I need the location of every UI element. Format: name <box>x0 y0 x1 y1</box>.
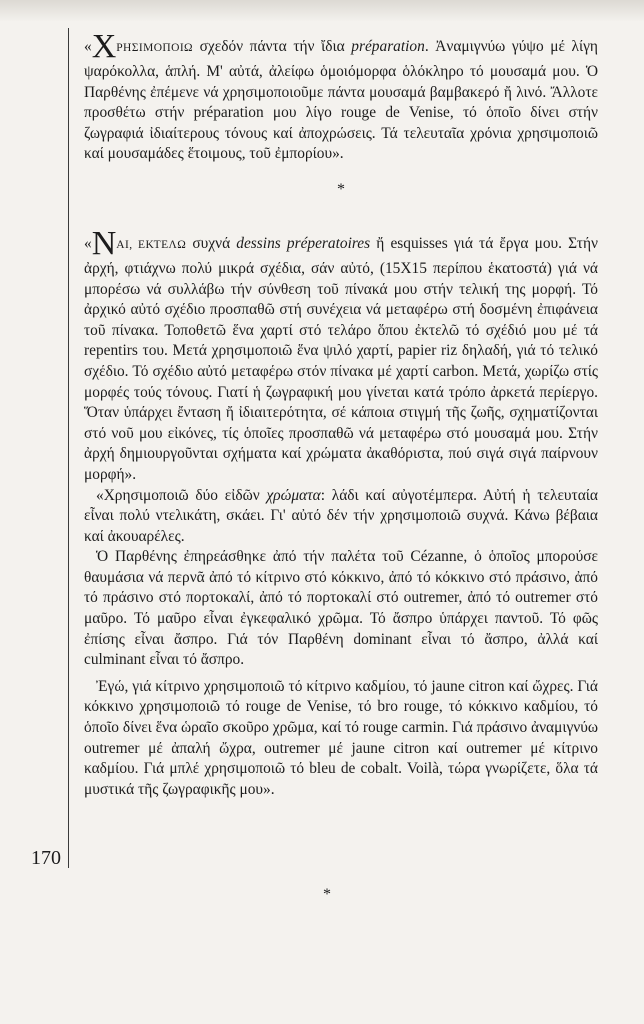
drop-capital: Χ <box>91 28 117 65</box>
text-run: : λάδι καί αὐγοτέμπερα. Αὐτή ἡ τελευταία εἶναι πολύ ντελικάτη, σκάει. Γι' αὐτό δέν τήν χρησιμοποιῶ συχνά. Κάνω βέβαια καί ἀκουαρέλες. <box>84 486 598 545</box>
paragraph-1 <box>84 28 598 165</box>
italic-term: dessins préperatoires <box>236 234 371 252</box>
drop-capital: Ν <box>91 224 117 262</box>
small-caps-lead: ΑΙ, ΕΚΤΕΛΩ <box>116 238 187 251</box>
paragraph-5: Ἐγώ, γιά κίτρινο χρησιμοποιῶ τό κίτρινο καδμίου, τό jaune citron καί ὤχρες. Γιά κόκκινο χρησιμοποιῶ τό rouge de Venise, τό bro rouge, τό κόκκινο καδμίου, τό ὁποῖο δίνει ἕνα ὡραῖο σκοῦρο χρῶμα, καί τό rouge carmin. Γιά πράσινο ἀναμιγνύω outremer μέ ἀπαλή ὤχρα, outremer μέ jaune citron καί outremer μέ κίτρινο καδμίου. Γιά μπλέ χρησιμοποιῶ τό bleu de cobalt. Voilà, τώρα γνωρίζετε, ὅλα τά μυστικά τῆς ζωγραφικῆς μου». <box>84 677 599 798</box>
paragraph-4: Ὁ Παρθένης ἐπηρεάσθηκε ἀπό τήν παλέτα τοῦ Cézanne, ὁ ὁποῖος μπορούσε θαυμάσια νά περνᾶ ἀπό τό κίτρινο στό κόκκινο, ἀπό τό κόκκινο στό πράσινο, ἀπό τό πράσινο στό πορτοκαλί, ἀπό τό πορτοκαλί στό outremer, ἀπό τό outremer στό μαῦρο. Τό μαῦρο εἶναι ἐγκεφαλικό χρῶμα. Τό ἄσπρο ὑπάρχει παντοῦ. Τό φῶς ἐπίσης εἶναι ἄσπρο. Γιά τόν Παρθένη dominant εἶναι τό ἄσπρο, ἀλλά καί culminant εἶναι τό ἄσπρο. <box>84 548 598 669</box>
scan-shadow <box>0 0 644 22</box>
page-number: 170 <box>31 847 61 869</box>
text-run: . Ἀναμιγνύω γύψο μέ λίγη ψαρόκολλα, ἁπλή. Μ' αὐτά, ἀλείφω ὁμοιόμορφα ὁλόκληρο τό μουσαμά μου. Ὁ Παρθένης ἐπέμενε νά χρησιμοποιοῦμε πάντα μουσαμά βαμβακερό ἤ λινό. Ἄλλοτε προσθέτω στήν préparation μου λίγο rouge de Venise, τό ὁποῖο δίνει στήν ζωγραφιά ἰδιαίτερους τόνους καί ἀποχρώσεις. Τά τελευταῖα χρόνια χρησιμοποιῶ καί μουσαμάδες ἕτοιμους, τοῦ ἐμπορίου». <box>84 38 598 163</box>
quote-open: « <box>84 38 92 55</box>
text-run: σχεδόν πάντα τήν ἴδια <box>193 38 352 55</box>
quote-open: « <box>84 234 92 252</box>
text-run: συχνά <box>186 234 237 252</box>
end-separator: * <box>323 886 331 903</box>
section-separator: * <box>337 180 345 198</box>
italic-term: préparation <box>351 38 425 55</box>
text-run: «Χρησιμοποιῶ δύο εἰδῶν <box>96 486 267 504</box>
margin-rule <box>68 28 69 868</box>
italic-term: χρώματα <box>266 486 321 504</box>
paragraph-2 <box>84 224 598 486</box>
text-run: ἤ esquisses γιά τά ἔργα μου. Στήν ἀρχή, φτιάχνω πολύ μικρά σχέδια, σάν αὐτό, (15Χ15 περίπου ἑκατοστά) γιά νά μπορέσω νά συλλάβω τήν σύνθεση τοῦ πίνακά μου στήν τελική της μορφή. Τό ἀρχικό αὐτό σχέδιο προσπαθῶ στή συνέχεια νά μεταφέρω στή δοσμένη ἐπιφάνεια τοῦ πίνακα. Τοποθετῶ ἕνα χαρτί στό τελάρο ὅπου ἐκτελῶ τό σχέδιό μου μέ τά repentirs του. Μετά χρησιμοποιῶ ἕνα ψιλό χαρτί, papier riz δηλαδή, γιά τό τελικό σχέδιο. Τό σχέδιο αὐτό μεταφέρω στόν πίνακα μέ χαρτί carbon. Μετά, χωρίζω στίς μορφές τούς τόνους. Γιατί ἡ ζωγραφική μου γίνεται κατά τρόπο ἀρκετά περίεργο. Ὅταν ὑπάρχει ἔνταση ἤ ἰδιαιτερότητα, σέ κάποια στιγμή τῆς ζωῆς, σχηματίζονται στό νοῦ μου εἰκόνες, τίς ὁποῖες προσπαθῶ νά μεταφέρω στό μουσαμά μου. Στήν ἀρχή δημιουργοῦνται σχήματα καί χρώματα ἀκαθόριστα, πού σιγά σιγά παίρνουν μορφή». <box>84 234 598 483</box>
paragraph-3 <box>84 486 598 548</box>
text-column <box>84 28 599 800</box>
small-caps-lead: ΡΗΣΙΜΟΠΟΙΩ <box>116 42 194 54</box>
